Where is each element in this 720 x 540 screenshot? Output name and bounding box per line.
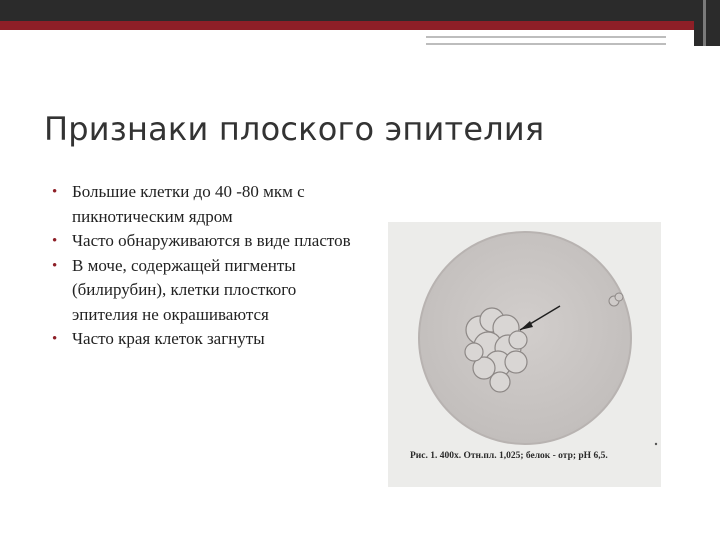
microscopy-figure [388, 222, 661, 487]
bullet-text: Часто обнаруживаются в виде пластов [72, 231, 351, 250]
bullet-text: Часто края клеток загнуты [72, 329, 265, 348]
bullet-item [52, 327, 352, 352]
decorative-line [426, 36, 666, 38]
microscope-field-image [388, 222, 661, 487]
bullet-dot-icon: • [52, 331, 58, 347]
bullet-item [52, 229, 352, 254]
bullet-text: В моче, содержащей пигменты (билирубин), клетки плосткого эпителия не окрашиваются [72, 255, 297, 324]
figure-caption: Рис. 1. 400x. Отн.пл. 1,025; белок - отр; pH 6,5. [410, 451, 608, 461]
bullet-item [52, 254, 352, 328]
top-right-divider [703, 0, 706, 46]
speck [655, 443, 657, 445]
slide-title: Признаки плоского эпителия [44, 110, 545, 148]
bullet-dot-icon: • [52, 233, 58, 249]
top-decoration-bar [0, 0, 720, 30]
bullet-dot-icon: • [52, 184, 58, 200]
bullet-item [52, 180, 352, 229]
bullet-dot-icon: • [52, 257, 58, 274]
decorative-line [426, 43, 666, 45]
bullet-text: Большие клетки до 40 -80 мкм с пикнотическим ядром [72, 182, 305, 226]
top-right-block [694, 0, 720, 46]
top-accent-strip [0, 21, 720, 30]
bullet-list [52, 180, 352, 352]
